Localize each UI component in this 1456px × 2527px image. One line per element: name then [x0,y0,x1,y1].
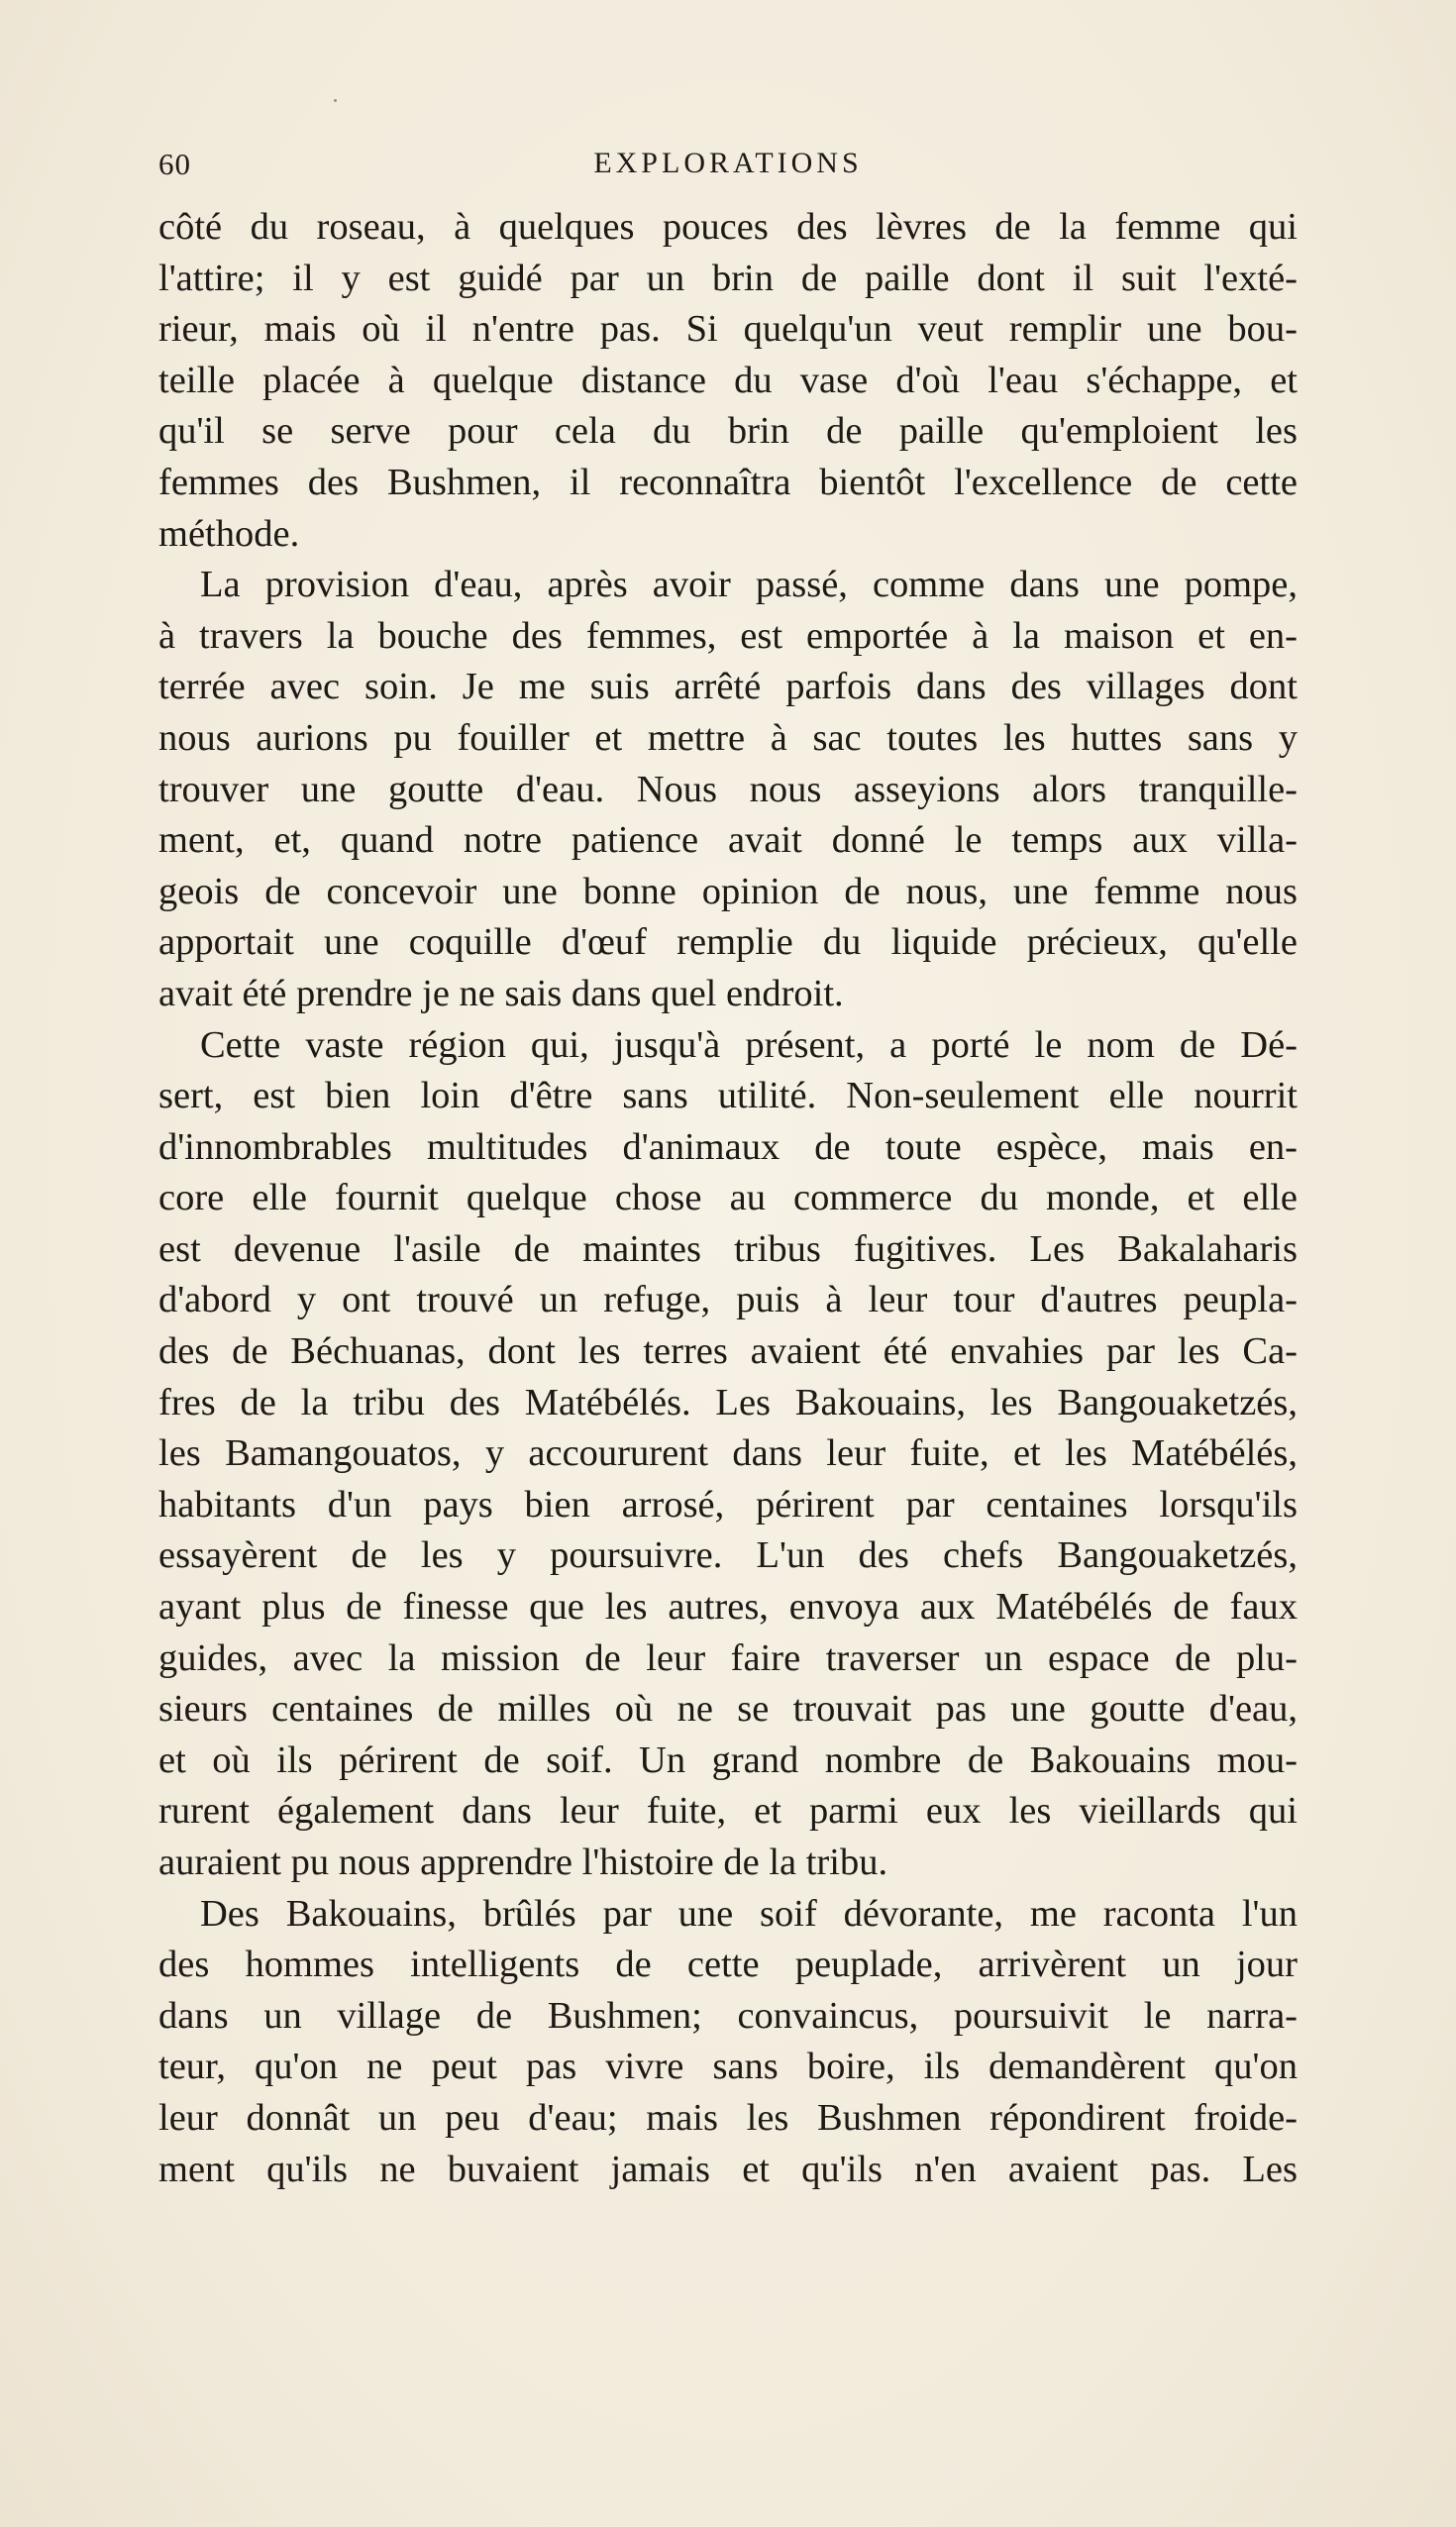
print-speck [334,99,337,102]
text-line: des hommes intelligents de cette peuplade, arrivèrent un jour [158,1944,1298,1986]
text-line: ment qu'ils ne buvaient jamais et qu'ils n'en avaient pas. Les [158,2148,1298,2190]
text-line: qu'il se serve pour cela du brin de paille qu'emploient les [158,410,1298,453]
text-line: geois de concevoir une bonne opinion de nous, une femme nous [158,870,1298,912]
text-line: teur, qu'on ne peut pas vivre sans boire, ils demandèrent qu'on [158,2046,1298,2088]
text-line: l'attire; il y est guidé par un brin de paille dont il suit l'exté- [158,257,1298,299]
text-line: La provision d'eau, après avoir passé, comme dans une pompe, [200,564,1298,606]
text-line: terrée avec soin. Je me suis arrêté parfois dans des villages dont [158,666,1298,708]
text-line: méthode. [158,512,300,555]
text-line: côté du roseau, à quelques pouces des lèvres de la femme qui [158,206,1298,248]
text-line: dans un village de Bushmen; convaincus, poursuivit le narra- [158,1994,1298,2037]
text-line: rieur, mais où il n'entre pas. Si quelqu'un veut remplir une bou- [158,308,1298,351]
text-line: avait été prendre je ne sais dans quel endroit. [158,972,844,1014]
text-line: Cette vaste région qui, jusqu'à présent, a porté le nom de Dé- [200,1023,1298,1066]
text-line: les Bamangouatos, y accoururent dans leur fuite, et les Matébélés, [158,1432,1298,1475]
text-line: leur donnât un peu d'eau; mais les Bushmen répondirent froide- [158,2096,1298,2139]
text-line: ment, et, quand notre patience avait donné le temps aux villa- [158,819,1298,862]
text-line: auraient pu nous apprendre l'histoire de la tribu. [158,1842,888,1883]
text-line: d'innombrables multitudes d'animaux de toute espèce, mais en- [158,1125,1298,1168]
running-title: EXPLORATIONS [593,147,863,179]
text-line: rurent également dans leur fuite, et parmi eux les vieillards qui [158,1790,1298,1833]
text-line: core elle fournit quelque chose au commerce du monde, et elle [158,1177,1298,1219]
text-line: guides, avec la mission de leur faire traverser un espace de plu- [158,1636,1298,1679]
text-line: habitants d'un pays bien arrosé, périrent par centaines lorsqu'ils [158,1483,1298,1526]
text-line: d'abord y ont trouvé un refuge, puis à leur tour d'autres peupla- [158,1279,1298,1321]
text-line: essayèrent de les y poursuivre. L'un des chefs Bangouaketzés, [158,1534,1298,1577]
body-text [158,202,1298,2195]
text-line: sert, est bien loin d'être sans utilité. Non-seulement elle nourrit [158,1075,1298,1117]
text-line: femmes des Bushmen, il reconnaîtra bientôt l'excellence de cette [158,461,1298,503]
text-line: trouver une goutte d'eau. Nous nous asseyions alors tranquille- [158,768,1298,810]
text-line: teille placée à quelque distance du vase d'où l'eau s'échappe, et [158,359,1298,401]
text-line: fres de la tribu des Matébélés. Les Bakouains, les Bangouaketzés, [158,1381,1298,1423]
text-line: apportait une coquille d'œuf remplie du liquide précieux, qu'elle [158,921,1298,964]
page-header [158,147,1298,196]
text-line: à travers la bouche des femmes, est emportée à la maison et en- [158,614,1298,657]
page-number: 60 [158,147,191,181]
text-line: sieurs centaines de milles où ne se trouvait pas une goutte d'eau, [158,1688,1298,1731]
text-line: des de Béchuanas, dont les terres avaient été envahies par les Ca- [158,1330,1298,1373]
text-line: nous aurions pu fouiller et mettre à sac toutes les huttes sans y [158,716,1298,759]
text-line: est devenue l'asile de maintes tribus fugitives. Les Bakalaharis [158,1227,1298,1270]
text-line: ayant plus de finesse que les autres, envoya aux Matébélés de faux [158,1586,1298,1629]
text-line: Des Bakouains, brûlés par une soif dévorante, me raconta l'un [200,1892,1298,1935]
text-line: et où ils périrent de soif. Un grand nombre de Bakouains mou- [158,1738,1298,1781]
